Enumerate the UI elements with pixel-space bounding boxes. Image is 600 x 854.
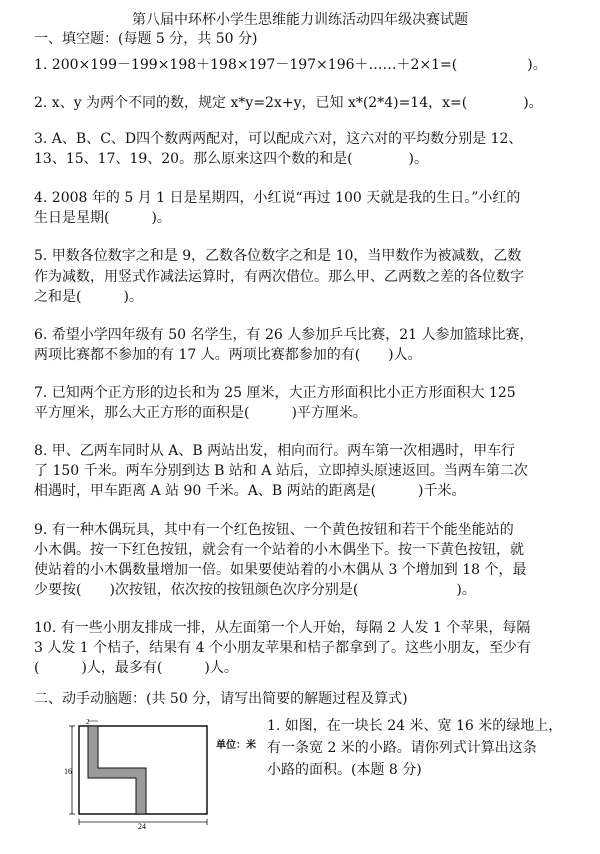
question-1: 1. 200×199－199×198＋198×197－197×196＋……＋2×1=( )。 xyxy=(34,57,547,73)
question-9-line-4: 少要按( )次按钮，依次按的按钮颜色次序分别是( )。 xyxy=(34,582,476,598)
section-2-heading: 二、动手动脑题：(共 50 分，请写出简要的解题过程及算式) xyxy=(34,691,408,707)
question-11-line-2: 有一条宽 2 米的小路。请你列式计算出这条 xyxy=(267,740,537,756)
section-1-heading: 一、填空题：(每题 5 分，共 50 分) xyxy=(34,31,258,47)
question-5-line-3: 之和是( )。 xyxy=(34,289,143,305)
question-3-line-1: 3. A、B、C、D四个数两两配对，可以配成六对，这六对的平均数分别是 12、 xyxy=(34,131,523,147)
dim-bottom-label: 24 xyxy=(138,822,146,830)
question-9-line-2: 小木偶。按一下红色按钮，就会有一个站着的小木偶坐下。按一下黄色按钮，就 xyxy=(34,542,524,558)
question-8-line-3: 相遇时，甲车距离 A 站 90 千米。A、B 两站的距离是( )千米。 xyxy=(34,483,466,499)
question-7-line-2: 平方厘米，那么大正方形的面积是( )平方厘米。 xyxy=(34,405,367,421)
question-4-line-2: 生日是星期( )。 xyxy=(34,210,171,226)
question-9-line-1: 9. 有一种木偶玩具，其中有一个红色按钮、一个黄色按钮和若干个能坐能站的 xyxy=(34,522,514,538)
question-8-line-1: 8. 甲、乙两车同时从 A、B 两站出发，相向而行。两车第一次相遇时，甲车行 xyxy=(34,443,516,459)
question-10-line-2: 3 人发 1 个桔子，结果有 4 个小朋友苹果和桔子都拿到了。这些小朋友，至少有 xyxy=(34,640,531,656)
question-10-line-1: 10. 有一些小朋友排成一排，从左面第一个人开始，每隔 2 人发 1 个苹果，每隔 xyxy=(34,620,531,636)
question-6-line-1: 6. 希望小学四年级有 50 名学生，有 26 人参加乒乓比赛，21 人参加篮球比赛， xyxy=(34,327,534,343)
question-11-line-3: 小路的面积。(本题 8 分) xyxy=(267,762,422,778)
dim-left-label: 16 xyxy=(64,767,72,776)
question-8-line-2: 了 150 千米。两车分别到达 B 站和 A 站后，立即掉头原速返回。当两车第二次 xyxy=(34,463,528,479)
question-3-line-2: 13、15、17、19、20。那么原来这四个数的和是( )。 xyxy=(34,151,428,167)
question-6-line-2: 两项比赛都不参加的有 17 人。两项比赛都参加的有( )人。 xyxy=(34,347,422,363)
question-4-line-1: 4. 2008 年的 5 月 1 日是星期四，小红说“再过 100 天就是我的生日。”小红的 xyxy=(34,190,521,206)
unit-label: 单位：米 xyxy=(216,740,256,751)
question-7-line-1: 7. 已知两个正方形的边长和为 25 厘米，大正方形面积比小正方形面积大 125 xyxy=(34,385,516,401)
question-9-line-3: 使站着的小木偶数量增加一倍。如果要使站着的小木偶从 3 个增加到 18 个，最 xyxy=(34,562,527,578)
dim-top-label: 2 xyxy=(86,718,90,726)
field-path-figure xyxy=(64,718,254,830)
question-11-line-1: 1. 如图，在一块长 24 米、宽 16 米的绿地上， xyxy=(267,718,563,734)
question-5-line-1: 5. 甲数各位数字之和是 9，乙数各位数字之和是 10，当甲数作为被减数，乙数 xyxy=(34,248,522,264)
question-2: 2. x、y 为两个不同的数，规定 x*y=2x+y，已知 x*(2*4)=14，x=( )。 xyxy=(34,95,543,111)
question-10-line-3: ( )人，最多有( )人。 xyxy=(34,660,238,676)
page-title: 第八届中环杯小学生思维能力训练活动四年级决赛试题 xyxy=(132,12,468,28)
question-5-line-2: 作为减数，用竖式作减法运算时，有两次借位。那么甲、乙两数之差的各位数字 xyxy=(34,269,524,285)
